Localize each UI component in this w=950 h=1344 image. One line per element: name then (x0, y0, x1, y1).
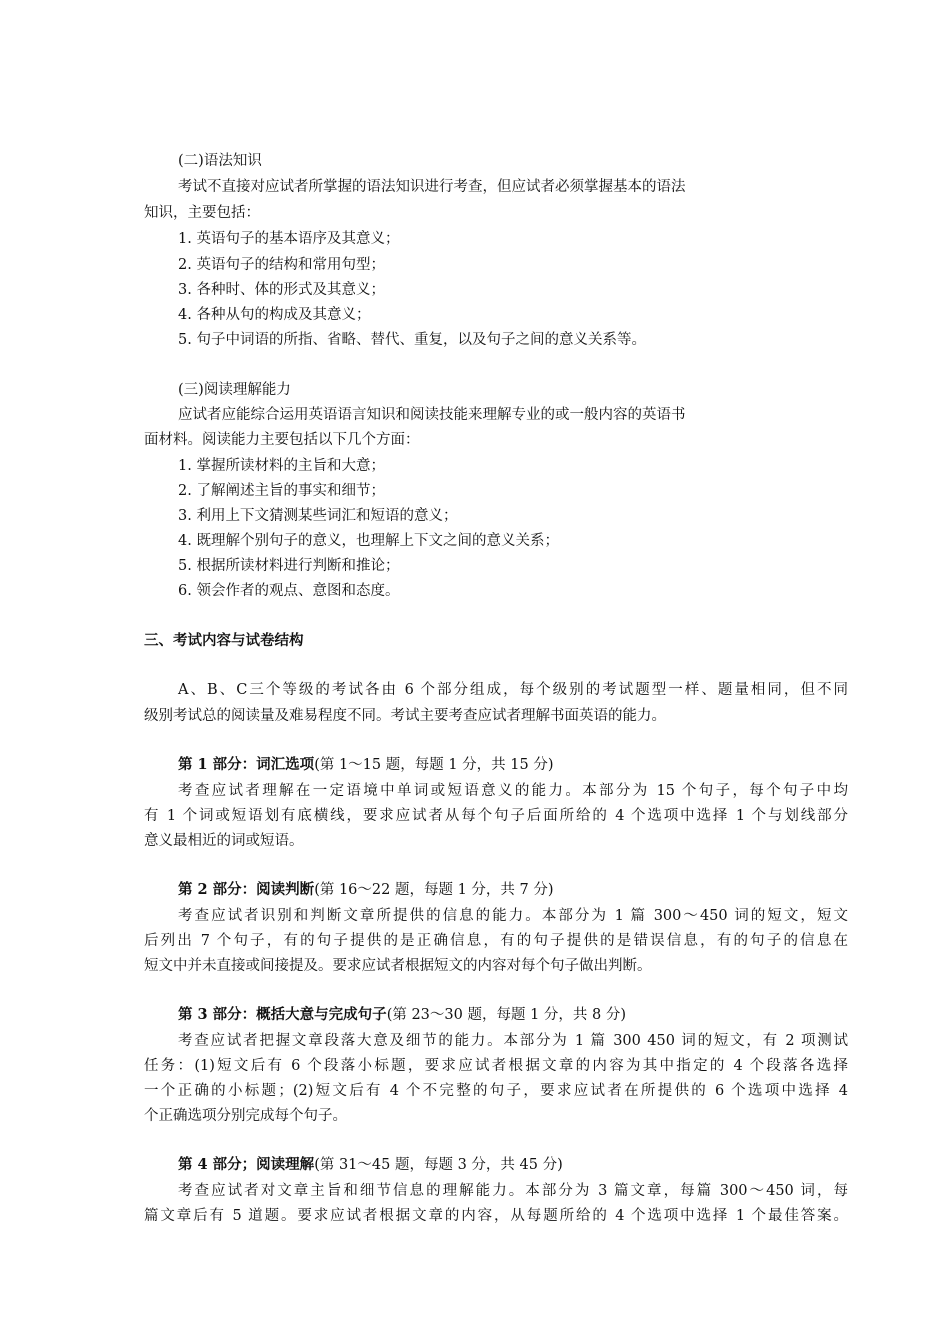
section-intro-line-2: 级别考试总的阅读量及难易程度不同。考试主要考查应试者理解书面英语的能力。 (144, 708, 666, 724)
grammar-heading: (二)语法知识 (178, 153, 262, 169)
reading-item: 1. 掌握所读材料的主旨和大意； (178, 458, 385, 474)
reading-item: 2. 了解阐述主旨的事实和细节； (178, 483, 385, 499)
part-4-line: 篇文章后有 5 道题。要求应试者根据文章的内容，从每题所给的 4 个选项中选择 1 个最佳答案。 (144, 1208, 848, 1224)
part-4-title-line (178, 1155, 563, 1175)
reading-item: 6. 领会作者的观点、意图和态度。 (178, 583, 400, 599)
part-title: 第 3 部分：概括大意与完成句子 (178, 1006, 387, 1023)
grammar-intro-line-1: 考试不直接对应试者所掌握的语法知识进行考查，但应试者必须掌握基本的语法 (178, 179, 686, 195)
part-4-line: 考查应试者对文章主旨和细节信息的理解能力。本部分为 3 篇文章，每篇 300～450 词，每 (178, 1183, 848, 1199)
reading-item: 4. 既理解个别句子的意义，也理解上下文之间的意义关系； (178, 533, 559, 549)
part-1-line: 意义最相近的词或短语。 (144, 833, 304, 849)
grammar-intro-line-2: 知识，主要包括： (144, 205, 260, 221)
part-2-title-line (178, 880, 554, 900)
part-1-title-line (178, 755, 554, 775)
part-detail: (第 16～22 题，每题 1 分，共 7 分) (314, 882, 554, 898)
part-2-line: 后列出 7 个句子，有的句子提供的是正确信息，有的句子提供的是错误信息，有的句子的信息在 (144, 933, 848, 949)
grammar-item: 2. 英语句子的结构和常用句型； (178, 257, 385, 273)
part-3-line: 任务：(1)短文后有 6 个段落小标题，要求应试者根据文章的内容为其中指定的 4 个段落各选择 (144, 1058, 848, 1074)
part-1-line: 有 1 个词或短语划有底横线，要求应试者从每个句子后面所给的 4 个选项中选择 1 个与划线部分 (144, 808, 848, 824)
part-3-line: 考查应试者把握文章段落大意及细节的能力。本部分为 1 篇 300 450 词的短文，有 2 项测试 (178, 1033, 848, 1049)
grammar-item: 4. 各种从句的构成及其意义； (178, 307, 371, 323)
part-detail: (第 23～30 题，每题 1 分，共 8 分) (386, 1007, 627, 1023)
part-1-line: 考查应试者理解在一定语境中单词或短语意义的能力。本部分为 15 个句子，每个句子中均 (178, 783, 848, 799)
part-2-line: 考查应试者识别和判断文章所提供的信息的能力。本部分为 1 篇 300～450 词的短文，短文 (178, 908, 848, 924)
part-title: 第 4 部分；阅读理解 (178, 1156, 315, 1173)
part-detail: (第 31～45 题，每题 3 分，共 45 分) (314, 1157, 563, 1173)
part-3-title-line (178, 1005, 626, 1025)
grammar-item: 5. 句子中词语的所指、省略、替代、重复，以及句子之间的意义关系等。 (178, 332, 646, 348)
part-2-line: 短文中并未直接或间接提及。要求应试者根据短文的内容对每个句子做出判断。 (144, 958, 652, 974)
reading-item: 3. 利用上下文猜测某些词汇和短语的意义； (178, 508, 458, 524)
section-intro-line-1: A、B、C三个等级的考试各由 6 个部分组成，每个级别的考试题型一样、题量相同，但不同 (178, 682, 848, 698)
grammar-item: 3. 各种时、体的形式及其意义； (178, 282, 385, 298)
grammar-item: 1. 英语句子的基本语序及其意义； (178, 231, 400, 247)
reading-intro-line-1: 应试者应能综合运用英语语言知识和阅读技能来理解专业的或一般内容的英语书 (178, 407, 686, 423)
part-detail: (第 1～15 题，每题 1 分，共 15 分) (314, 757, 554, 773)
part-title: 第 1 部分：词汇选项 (178, 756, 315, 773)
reading-item: 5. 根据所读材料进行判断和推论； (178, 558, 400, 574)
section-heading: 三、考试内容与试卷结构 (144, 632, 304, 649)
part-title: 第 2 部分：阅读判断 (178, 881, 315, 898)
reading-heading: (三)阅读理解能力 (178, 382, 291, 398)
part-3-line: 一个正确的小标题；(2)短文后有 4 个不完整的句子，要求应试者在所提供的 6 个选项中选择 4 (144, 1083, 848, 1099)
part-3-line: 个正确选项分别完成每个句子。 (144, 1108, 347, 1124)
reading-intro-line-2: 面材料。阅读能力主要包括以下几个方面： (144, 432, 420, 448)
